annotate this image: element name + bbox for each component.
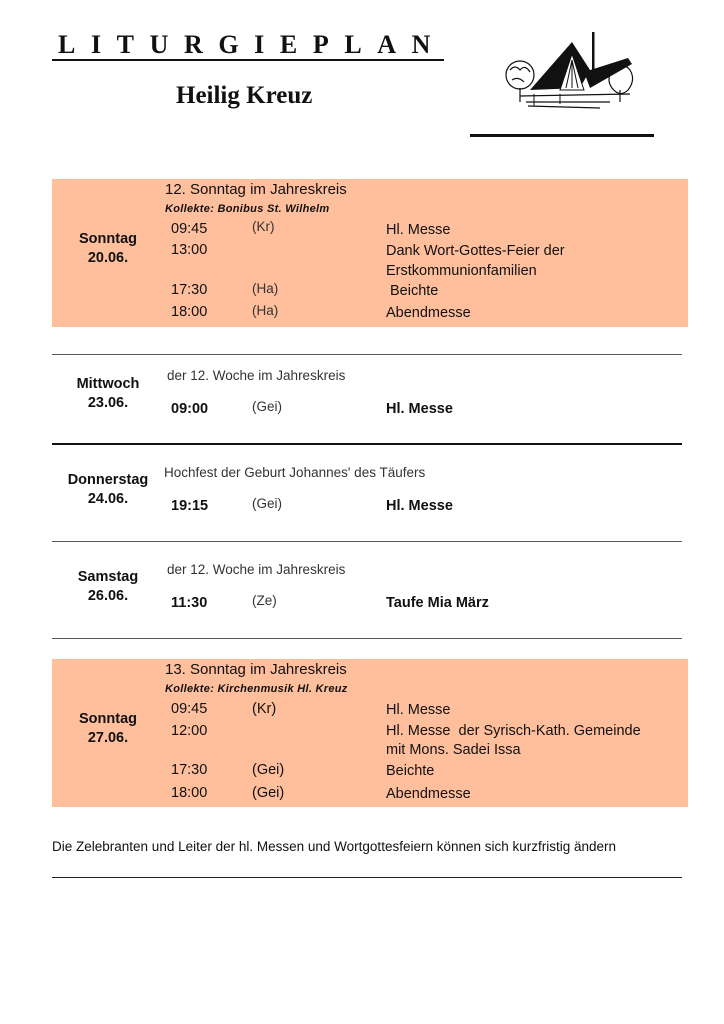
- day-block-sonntag-2706: [52, 659, 688, 807]
- entry-event: Taufe Mia März: [386, 595, 489, 611]
- entry-event: Hl. Messe: [386, 702, 451, 718]
- entry-event: Beichte: [390, 283, 439, 299]
- entry-celebrant: (Kr): [252, 219, 275, 234]
- logo-underline: [470, 134, 654, 137]
- separator: [52, 638, 682, 639]
- feast-title: Hochfest der Geburt Johannes' des Täufers: [164, 465, 426, 480]
- day-label: [52, 230, 164, 268]
- entry-event-line: Dank Wort-Gottes-Feier der: [386, 243, 565, 259]
- day-label: [52, 375, 164, 413]
- title-underline: [52, 59, 444, 61]
- day-block-donnerstag-2406: [52, 445, 688, 540]
- entry-event-line: Erstkommunionfamilien: [386, 263, 537, 279]
- entry-time: 09:45: [171, 701, 208, 717]
- footer-rule: [52, 877, 682, 878]
- feast-title: der 12. Woche im Jahreskreis: [167, 562, 346, 577]
- entry-celebrant: (Gei): [252, 399, 282, 414]
- feast-title: 13. Sonntag im Jahreskreis: [165, 661, 347, 678]
- entry-time: 18:00: [171, 785, 208, 801]
- entry-event: Hl. Messe: [386, 498, 453, 514]
- day-block-samstag-2606: [52, 543, 688, 638]
- entry-celebrant: (Gei): [252, 762, 285, 778]
- entry-event: Beichte: [386, 763, 435, 779]
- day-label: [52, 568, 164, 606]
- entry-time: 18:00: [171, 304, 208, 320]
- date: 24.06.: [87, 491, 129, 507]
- entry-event: [386, 722, 641, 760]
- entry-event: [386, 241, 565, 281]
- entry-celebrant: (Kr): [252, 701, 277, 717]
- entry-event: Hl. Messe: [386, 401, 453, 417]
- entry-time: 11:30: [171, 595, 208, 611]
- entry-event: Abendmesse: [386, 786, 471, 802]
- entry-event: Abendmesse: [386, 305, 471, 321]
- weekday: Sonntag: [79, 711, 137, 727]
- entry-time: 17:30: [171, 282, 208, 298]
- entry-time: 13:00: [171, 242, 208, 258]
- date: 20.06.: [87, 250, 129, 266]
- footer-note: Die Zelebranten und Leiter der hl. Messen und Wortgottesfeiern können sich kurzfristig ändern: [52, 839, 617, 854]
- kollekte: Kollekte: Kirchenmusik Hl. Kreuz: [165, 683, 348, 695]
- parish-name: Heilig Kreuz: [176, 82, 313, 109]
- day-block-mittwoch-2306: [52, 355, 688, 443]
- entry-celebrant: (Ha): [252, 281, 279, 296]
- entry-celebrant: (Ze): [252, 593, 277, 608]
- entry-time: 17:30: [171, 762, 208, 778]
- weekday: Samstag: [77, 569, 139, 585]
- entry-celebrant: (Gei): [252, 496, 282, 511]
- day-label: [52, 710, 164, 748]
- entry-time: 19:15: [171, 498, 209, 514]
- day-block-sonntag-2006: [52, 179, 688, 327]
- entry-time: 09:00: [171, 401, 209, 417]
- church-drawing-icon: [500, 30, 640, 120]
- separator: [52, 541, 682, 542]
- weekday: Donnerstag: [67, 472, 149, 488]
- weekday: Sonntag: [79, 231, 137, 247]
- day-label: [52, 471, 164, 509]
- entry-event-line: mit Mons. Sadei Issa: [386, 742, 521, 758]
- entry-event: Hl. Messe: [386, 222, 451, 238]
- feast-title: 12. Sonntag im Jahreskreis: [165, 181, 347, 198]
- entry-time: 12:00: [171, 723, 208, 739]
- entry-celebrant: (Ha): [252, 303, 279, 318]
- date: 23.06.: [87, 395, 129, 411]
- entry-event-line: Hl. Messe der Syrisch-Kath. Gemeinde: [386, 723, 641, 739]
- weekday: Mittwoch: [76, 376, 140, 392]
- kollekte: Kollekte: Bonibus St. Wilhelm: [165, 203, 330, 215]
- entry-time: 09:45: [171, 221, 208, 237]
- date: 26.06.: [87, 588, 129, 604]
- date: 27.06.: [87, 730, 129, 746]
- feast-title: der 12. Woche im Jahreskreis: [167, 368, 346, 383]
- page-title: LITURGIEPLAN: [58, 30, 447, 59]
- entry-celebrant: (Gei): [252, 785, 285, 801]
